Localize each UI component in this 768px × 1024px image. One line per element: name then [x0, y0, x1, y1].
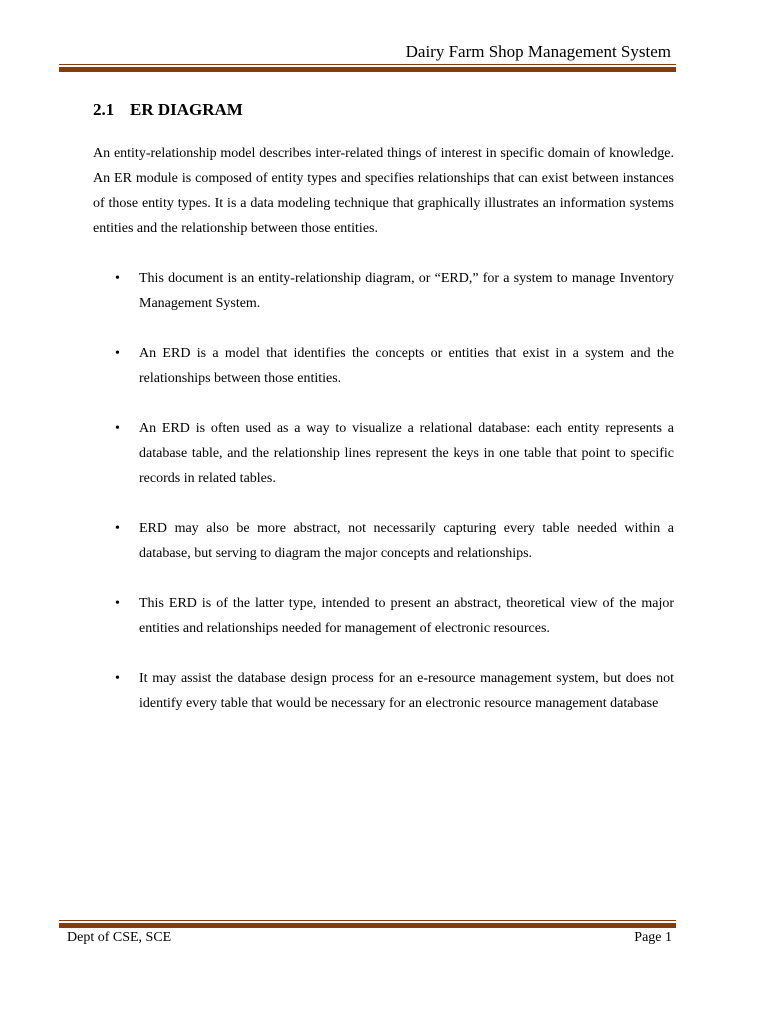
- bullet-icon: •: [115, 421, 120, 436]
- section-number: 2.1: [93, 100, 115, 119]
- bullet-icon: •: [115, 346, 120, 361]
- header-title: Dairy Farm Shop Management System: [405, 42, 671, 61]
- bullet-icon: •: [115, 596, 120, 611]
- bullet-icon: •: [115, 521, 120, 536]
- footer-rule-thin: [59, 920, 676, 921]
- section-heading: [93, 99, 243, 121]
- bullet-icon: •: [115, 271, 120, 286]
- bullet-text: It may assist the database design process for an e-resource management system, but does not identify every table that would be necessary for an electronic resource management database: [139, 671, 674, 711]
- header-rule-thick: [59, 67, 676, 72]
- intro-paragraph: An entity-relationship model describes inter-related things of interest in specific domain of knowledge. An ER module is composed of entity types and specifies relationships that can exist between instances of those entity types. It is a data modeling technique that graphically illustrates an information systems entities and the relationship between those entities.: [93, 146, 674, 236]
- bullet-text: An ERD is a model that identifies the concepts or entities that exist in a system and the relationships between those entities.: [139, 346, 674, 386]
- bullet-item: [93, 341, 674, 391]
- bullet-text: An ERD is often used as a way to visualize a relational database: each entity represents a database table, and the relationship lines represent the keys in one table that point to specific records in related tables.: [139, 421, 674, 486]
- bullet-item: [93, 516, 674, 566]
- bullet-icon: •: [115, 671, 120, 686]
- bullet-text: This ERD is of the latter type, intended to present an abstract, theoretical view of the major entities and relationships needed for management of electronic resources.: [139, 596, 674, 636]
- bullet-list: [93, 266, 674, 741]
- footer-page-number: Page 1: [634, 930, 672, 945]
- bullet-item: [93, 416, 674, 491]
- footer-department: Dept of CSE, SCE: [67, 930, 172, 945]
- header-rule-thin: [59, 64, 676, 65]
- section-title: ER DIAGRAM: [130, 100, 243, 119]
- bullet-item: [93, 591, 674, 641]
- bullet-item: [93, 666, 674, 716]
- bullet-item: [93, 266, 674, 316]
- footer-rule-thick: [59, 923, 676, 928]
- bullet-text: This document is an entity-relationship diagram, or “ERD,” for a system to manage Inventory Management System.: [139, 271, 674, 311]
- bullet-text: ERD may also be more abstract, not necessarily capturing every table needed within a database, but serving to diagram the major concepts and relationships.: [139, 521, 674, 561]
